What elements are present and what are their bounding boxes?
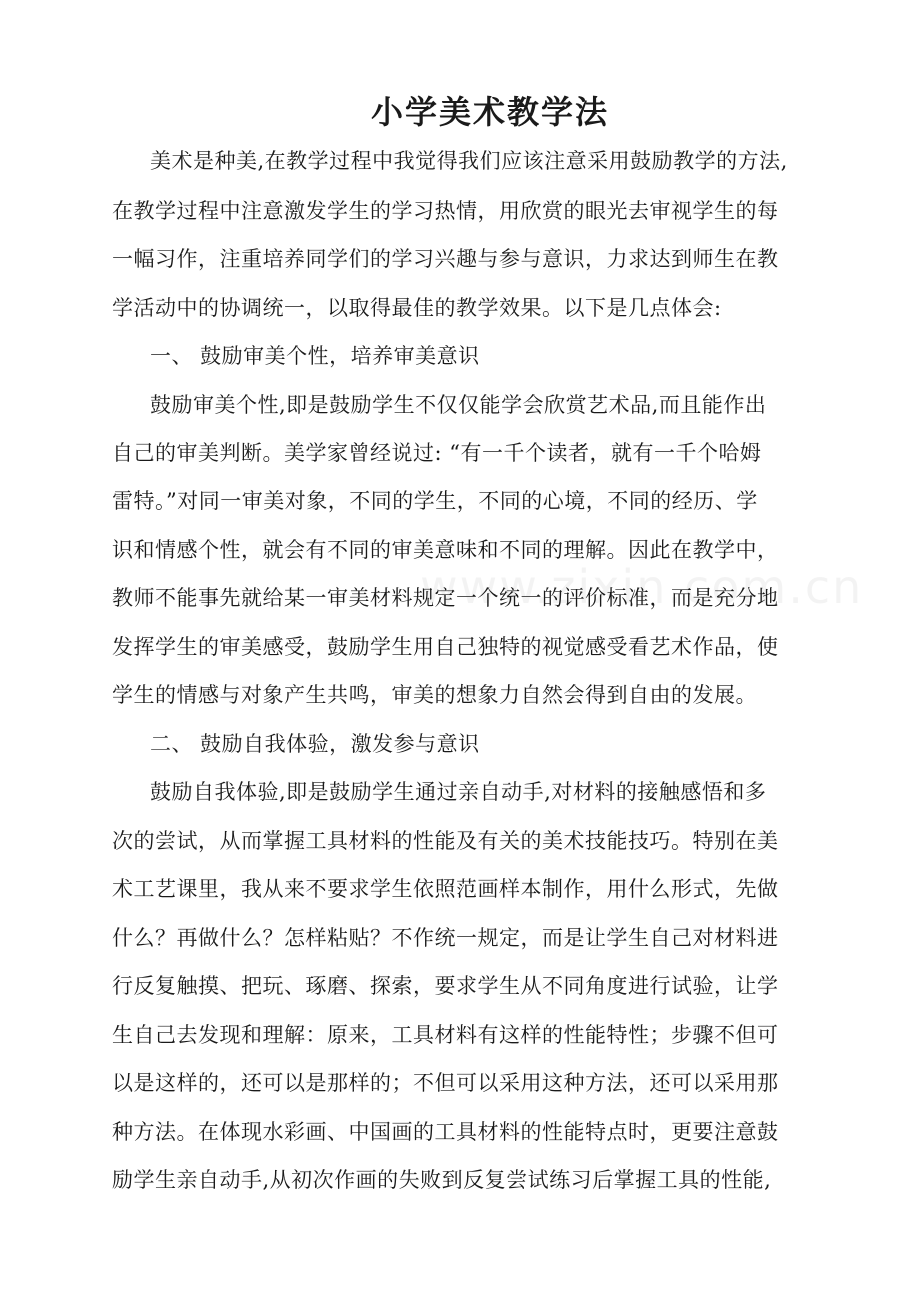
- paragraph-line: 学生的情感与对象产生共鸣，审美的想象力自然会得到自由的发展。: [112, 683, 757, 707]
- document-title: 小学美术教学法: [370, 93, 609, 131]
- paragraph-line: 励学生亲自动手,从初次作画的失败到反复尝试练习后掌握工具的性能,: [112, 1168, 772, 1192]
- paragraph-line: 自己的审美判断。美学家曾经说过: “有一千个读者，就有一千个哈姆: [112, 441, 762, 465]
- paragraph-line: 发挥学生的审美感受，鼓励学生用自己独特的视觉感受看艺术作品，使: [112, 635, 779, 659]
- paragraph-line: 什么？再做什么？怎样粘贴？不作统一规定，而是让学生自己对材料进: [112, 926, 779, 950]
- paragraph-line: 生自己去发现和理解：原来，工具材料有这样的性能特性；步骤不但可: [112, 1023, 779, 1047]
- paragraph-line: 一幅习作，注重培养同学们的学习兴趣与参与意识，力求达到师生在教: [112, 247, 779, 271]
- paragraph-line: 术工艺课里，我从来不要求学生依照范画样本制作，用什么形式，先做: [112, 877, 779, 901]
- paragraph-line: 鼓励审美个性,即是鼓励学生不仅仅能学会欣赏艺术品,而且能作出: [150, 393, 767, 417]
- section-heading: 一、 鼓励审美个性，培养审美意识: [150, 344, 480, 368]
- section-heading: 二、 鼓励自我体验，激发参与意识: [150, 732, 480, 756]
- paragraph-line: 识和情感个性，就会有不同的审美意味和不同的理解。因此在教学中，: [112, 538, 779, 562]
- paragraph-line: 在教学过程中注意激发学生的学习热情，用欣赏的眼光去审视学生的每: [112, 199, 779, 223]
- paragraph-line: 次的尝试，从而掌握工具材料的性能及有关的美术技能技巧。特别在美: [112, 829, 779, 853]
- paragraph-line: 行反复触摸、把玩、琢磨、探索，要求学生从不同角度进行试验，让学: [112, 974, 779, 998]
- paragraph-line: 学活动中的协调统一，以取得最佳的教学效果。以下是几点体会:: [112, 296, 722, 320]
- paragraph-line: 鼓励自我体验,即是鼓励学生通过亲自动手,对材料的接触感悟和多: [150, 780, 767, 804]
- paragraph-line: 雷特。”对同一审美对象，不同的学生，不同的心境，不同的经历、学: [112, 489, 758, 513]
- paragraph-line: 种方法。在体现水彩画、中国画的工具材料的性能特点时，更要注意鼓: [112, 1120, 779, 1144]
- paragraph-line: 教师不能事先就给某一审美材料规定一个统一的评价标准，而是充分地: [112, 586, 779, 610]
- paragraph-line: 以是这样的，还可以是那样的；不但可以采用这种方法，还可以采用那: [112, 1071, 779, 1095]
- paragraph-line: 美术是种美,在教学过程中我觉得我们应该注意采用鼓励教学的方法,: [150, 149, 788, 173]
